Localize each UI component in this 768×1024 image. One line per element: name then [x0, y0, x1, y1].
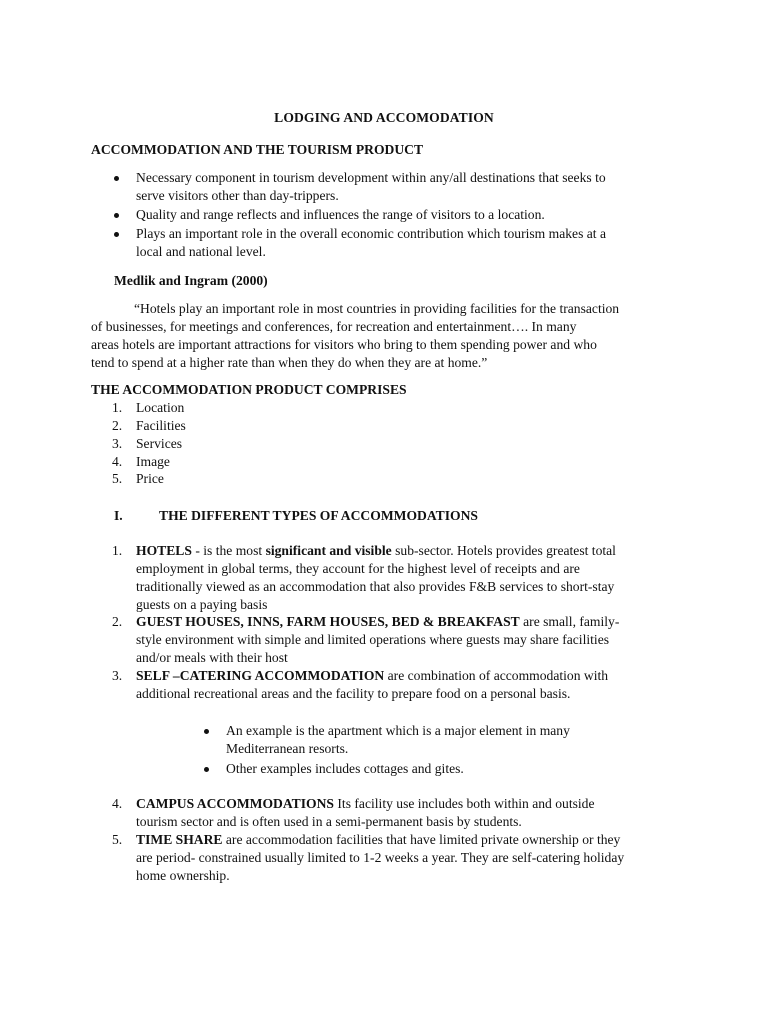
list-item-text: Other examples includes cottages and gites. — [226, 761, 464, 776]
quote-line: of businesses, for meetings and conferences, for recreation and entertainment…. In many — [91, 319, 577, 334]
type-term: HOTELS — [136, 543, 192, 558]
section-heading-product: THE ACCOMMODATION PRODUCT COMPRISES — [91, 382, 407, 397]
list-item-first-line — [136, 831, 620, 849]
list-item-text: serve visitors other than day-trippers. — [136, 188, 339, 203]
type-text: - is the most — [191, 543, 266, 558]
list-item-text: Image — [136, 454, 170, 469]
type-emphasis: significant and visible — [265, 543, 392, 558]
list-item-text: Necessary component in tourism development within any/all destinations that seeks to — [136, 170, 606, 185]
list-item-first-line — [136, 667, 608, 685]
type-text: are accommodation facilities that have limited private ownership or they — [222, 832, 621, 847]
list-number: 5. — [112, 832, 123, 847]
list-item-first-line — [136, 613, 619, 631]
list-number: 2. — [112, 418, 123, 433]
bullet-dot-icon — [114, 213, 119, 218]
list-item-text: Location — [136, 400, 185, 415]
list-item-text: home ownership. — [136, 868, 230, 883]
type-term: GUEST HOUSES, INNS, FARM HOUSES, BED & BREAKFAST — [136, 614, 520, 629]
quote-line: “Hotels play an important role in most countries in providing facilities for the transaction — [134, 301, 620, 316]
list-number: 3. — [112, 668, 123, 683]
list-number: 1. — [112, 400, 123, 415]
citation-author: Medlik and Ingram (2000) — [114, 273, 268, 288]
list-item-text: Price — [136, 471, 164, 486]
bullet-dot-icon — [204, 729, 209, 734]
list-item-first-line — [136, 542, 616, 560]
type-text: Its facility use includes both within and outside — [334, 796, 595, 811]
list-item-text: Plays an important role in the overall economic contribution which tourism makes at a — [136, 226, 606, 241]
bullet-dot-icon — [114, 176, 119, 181]
list-item-text: style environment with simple and limited operations where guests may share facilities — [136, 632, 610, 647]
list-item-text: additional recreational areas and the facility to prepare food on a personal basis. — [136, 686, 571, 701]
type-term: CAMPUS ACCOMMODATIONS — [136, 796, 334, 811]
type-text: are small, family- — [519, 614, 620, 629]
document-title: LODGING AND ACCOMODATION — [274, 110, 494, 125]
list-item-text: Facilities — [136, 418, 186, 433]
list-item-text: are period- constrained usually limited to 1-2 weeks a year. They are self-catering holiday — [136, 850, 625, 865]
list-number: 5. — [112, 471, 123, 486]
list-item-text: guests on a paying basis — [136, 597, 268, 612]
quote-line: tend to spend at a higher rate than when they do when they are at home.” — [91, 355, 488, 370]
type-text: sub-sector. Hotels provides greatest total — [391, 543, 616, 558]
type-term: TIME SHARE — [136, 832, 223, 847]
list-item-text: Services — [136, 436, 183, 451]
list-item-first-line — [136, 795, 595, 813]
list-item-text: employment in global terms, they account for the highest level of receipts and are — [136, 561, 580, 576]
list-number: 4. — [112, 796, 123, 811]
section-heading-types: THE DIFFERENT TYPES OF ACCOMMODATIONS — [159, 508, 478, 523]
list-item-text: traditionally viewed as an accommodation that also provides F&B services to short-stay — [136, 579, 615, 594]
list-number: 3. — [112, 436, 123, 451]
list-number: 1. — [112, 543, 123, 558]
list-item-text: tourism sector and is often used in a semi-permanent basis by students. — [136, 814, 522, 829]
list-item-text: An example is the apartment which is a major element in many — [226, 723, 570, 738]
list-item-text: local and national level. — [136, 244, 266, 259]
bullet-dot-icon — [204, 767, 209, 772]
list-item-text: Quality and range reflects and influences the range of visitors to a location. — [136, 207, 545, 222]
quote-line: areas hotels are important attractions for visitors who bring to them spending power and who — [91, 337, 597, 352]
type-text: are combination of accommodation with — [384, 668, 609, 683]
type-term: SELF –CATERING ACCOMMODATION — [136, 668, 385, 683]
bullet-dot-icon — [114, 232, 119, 237]
list-number: 4. — [112, 454, 123, 469]
list-item-text: Mediterranean resorts. — [226, 741, 349, 756]
list-item-text: and/or meals with their host — [136, 650, 288, 665]
section-heading-tourism-product: ACCOMMODATION AND THE TOURISM PRODUCT — [91, 142, 424, 157]
list-number: 2. — [112, 614, 123, 629]
section-roman-numeral: I. — [114, 508, 123, 523]
